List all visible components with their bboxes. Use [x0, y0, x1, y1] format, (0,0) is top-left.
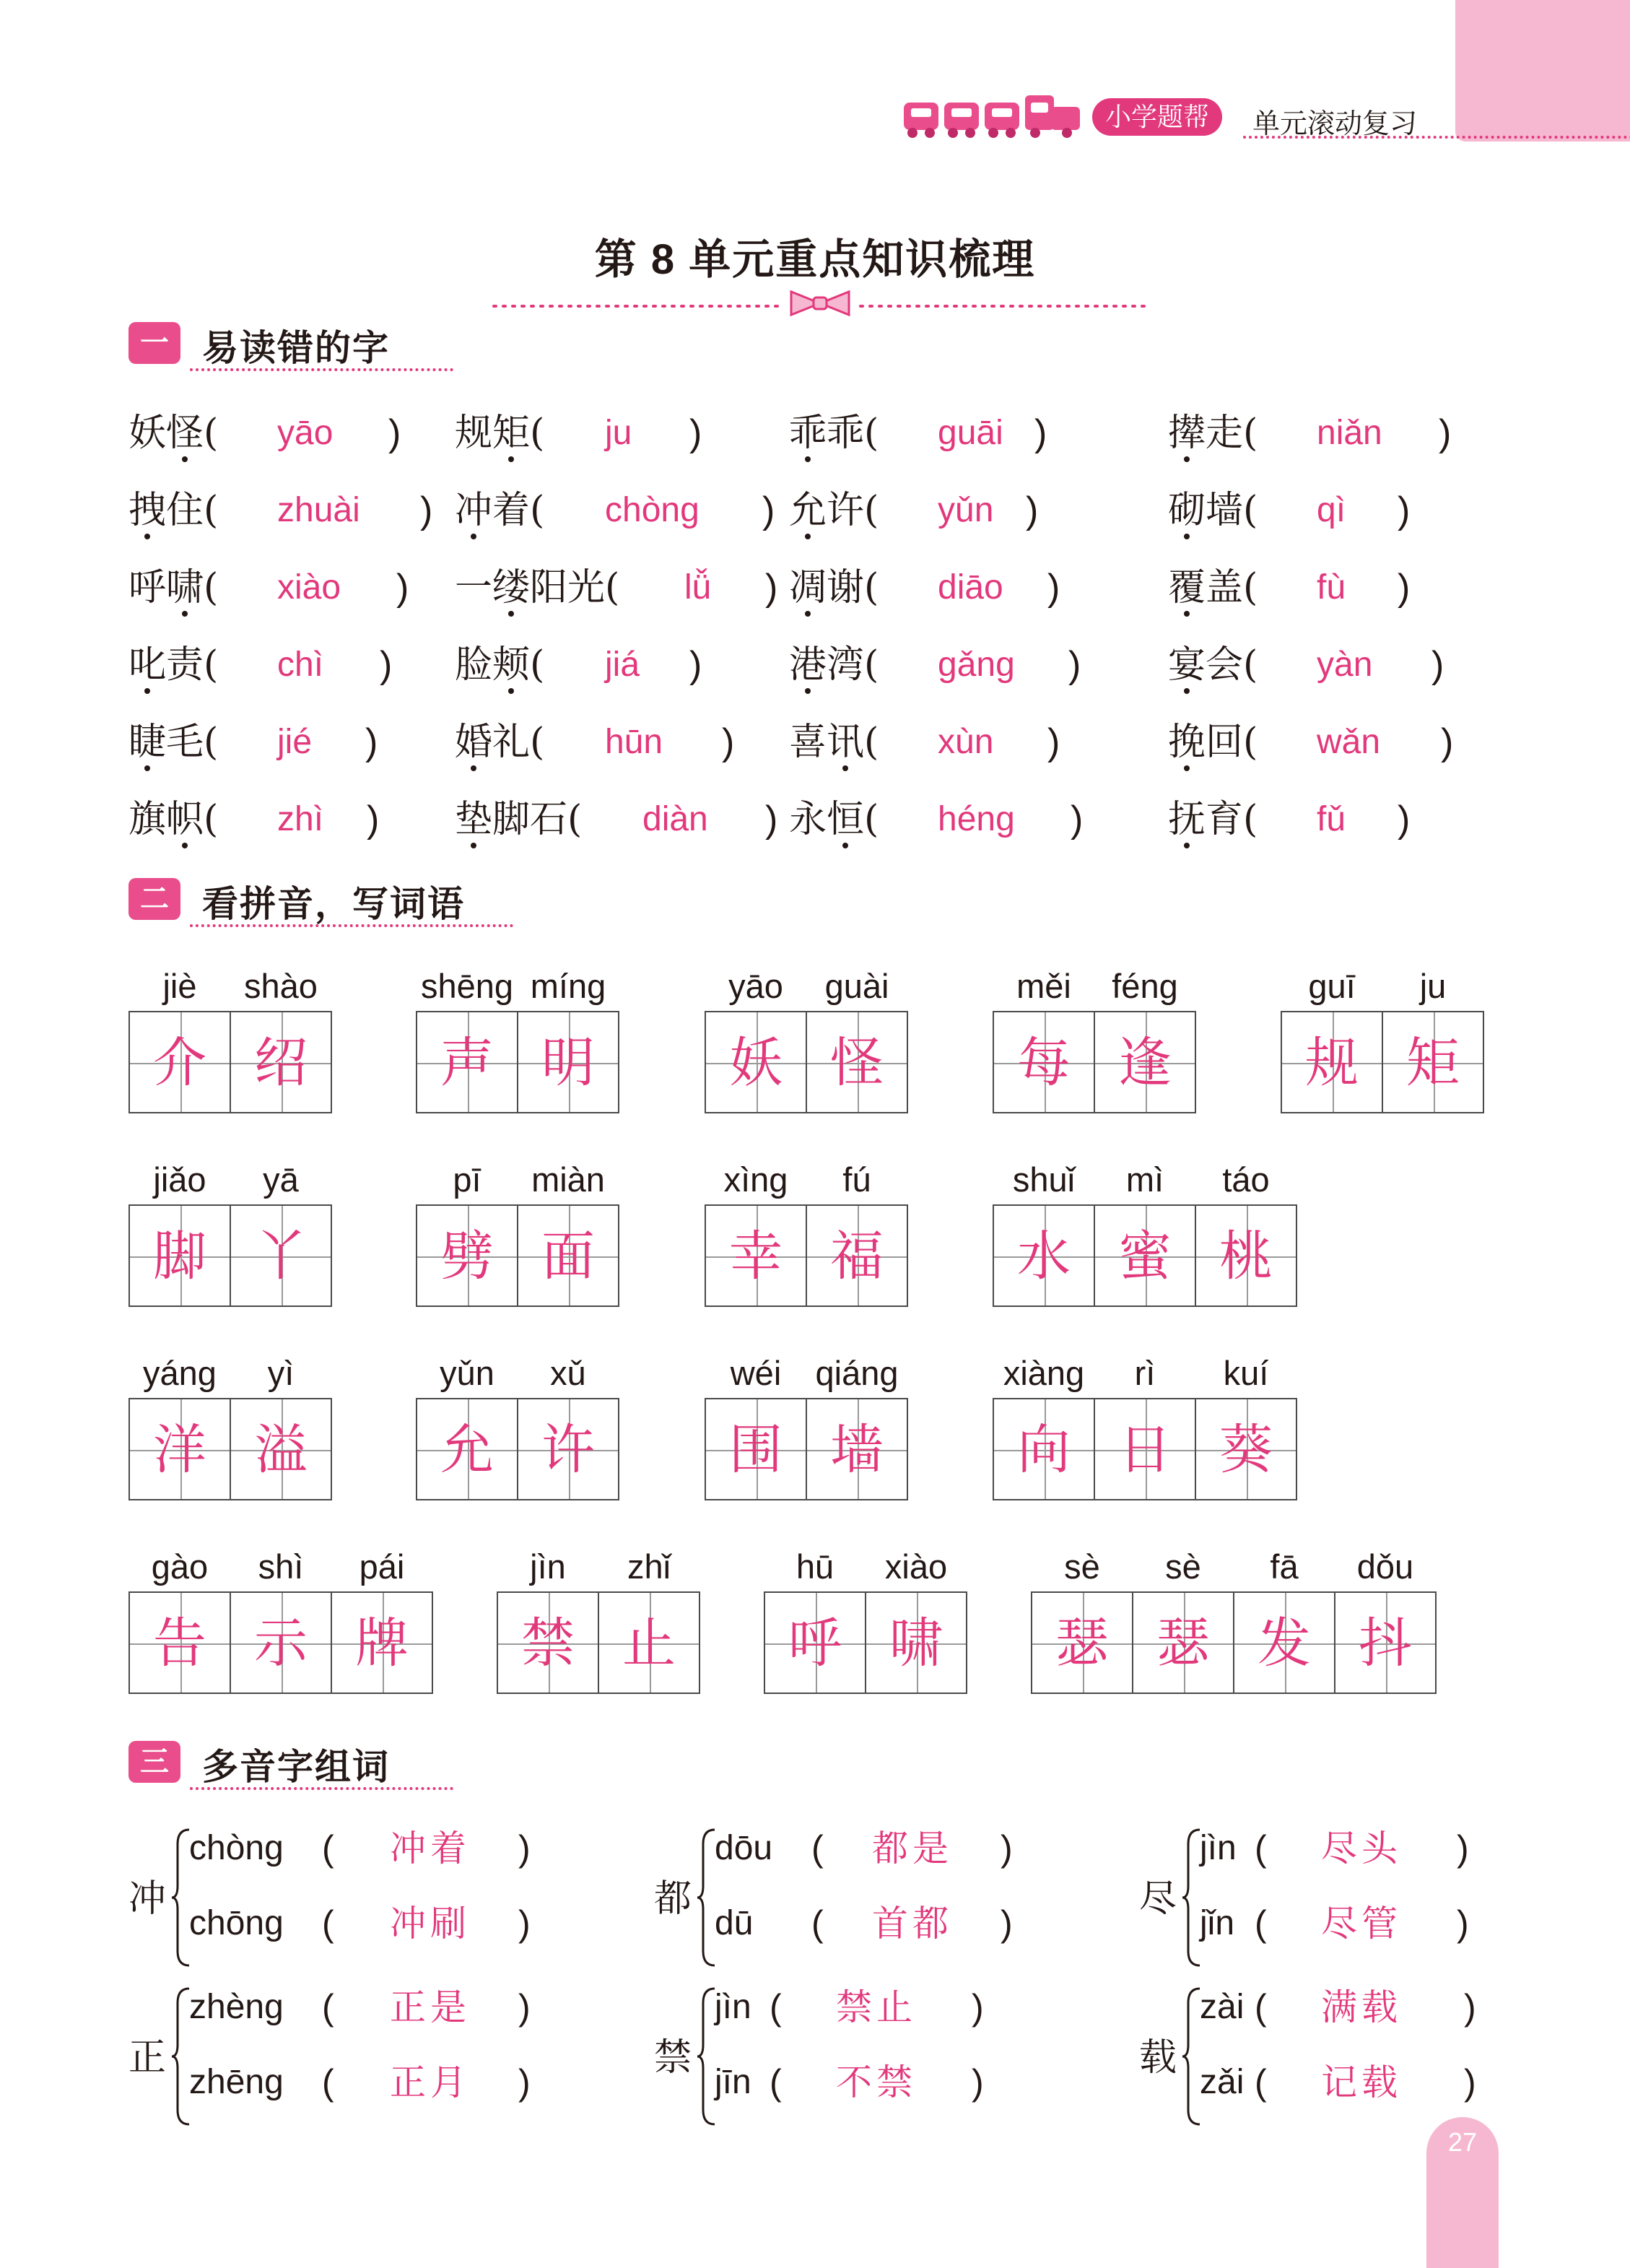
polyphone-line: jìn ( 尽头 ) [1200, 1820, 1575, 1877]
brand-badge: 小学题帮 [1092, 98, 1222, 136]
writing-cell [128, 1011, 231, 1113]
writing-cell [128, 1204, 231, 1307]
emphasis-dot [805, 534, 811, 539]
answer-character: 明 [541, 1032, 595, 1094]
polyphone-char: 载 [1139, 2036, 1177, 2080]
answer-character: 禁 [521, 1612, 575, 1674]
answer-character: 瑟 [1055, 1612, 1109, 1674]
misread-pinyin: diāo [938, 568, 1003, 607]
writing-cell [1031, 1591, 1133, 1694]
writing-cell [705, 1204, 807, 1307]
misread-word: 叱责( [128, 643, 219, 687]
writing-cell [128, 1398, 231, 1500]
polyphone-word: 不禁 [836, 2061, 917, 2103]
polyphone-item [654, 1820, 1102, 1978]
polyphone-word: 正是 [390, 1986, 471, 2028]
writing-cell [517, 1204, 619, 1307]
writing-cell [993, 1204, 1095, 1307]
bow-icon [791, 292, 849, 315]
answer-character: 蜜 [1118, 1225, 1172, 1287]
writing-cell [497, 1591, 599, 1694]
answer-character: 洋 [153, 1419, 206, 1481]
emphasis-dot [182, 843, 188, 848]
pronunciation: jīn [715, 2063, 751, 2101]
answer-character: 面 [541, 1225, 595, 1287]
answer-character: 日 [1118, 1419, 1172, 1481]
syllable-pinyin: shuǐ [1012, 1160, 1076, 1199]
syllable-pinyin: wéi [730, 1354, 782, 1392]
section-1-title: 易读错的字 [202, 328, 390, 368]
answer-character: 脚 [153, 1225, 206, 1287]
misread-pinyin: zhì [277, 800, 324, 838]
misread-word: 妖怪( [128, 412, 219, 455]
pronunciation: dōu [715, 1829, 773, 1867]
syllable-pinyin: jiè [162, 967, 197, 1005]
emphasis-dot [805, 688, 811, 694]
syllable-pinyin: yāo [728, 967, 783, 1005]
misread-pinyin: wǎn [1317, 723, 1381, 761]
answer-character: 墙 [830, 1419, 884, 1481]
misread-word: 呼啸( [128, 566, 219, 609]
writing-cell [705, 1398, 807, 1500]
answer-character: 告 [153, 1612, 206, 1674]
syllable-pinyin: xiào [884, 1547, 948, 1586]
misread-pinyin: xùn [938, 723, 994, 761]
emphasis-dot [842, 843, 848, 848]
title-divider [491, 289, 1149, 318]
misread-pinyin: jié [277, 723, 313, 761]
pronunciation: zhèng [189, 1988, 284, 2026]
writing-cell [764, 1591, 866, 1694]
misread-word: 撵走( [1168, 412, 1258, 455]
header-divider [1243, 136, 1630, 139]
pronunciation: jìn [1200, 1829, 1237, 1867]
syllable-pinyin: měi [1016, 967, 1071, 1005]
polyphone-item [1139, 1820, 1587, 1978]
pronunciation: jǐn [1200, 1904, 1235, 1942]
answer-character: 允 [440, 1419, 494, 1481]
writing-cell [1233, 1591, 1335, 1694]
polyphone-line: zhèng ( 正是 ) [189, 1978, 565, 2036]
syllable-pinyin: ju [1419, 967, 1447, 1005]
emphasis-dot [1184, 456, 1190, 462]
polyphone-line: chōng ( 冲刷 ) [189, 1895, 565, 1952]
answer-character: 绍 [254, 1032, 308, 1094]
syllable-pinyin: fā [1270, 1547, 1299, 1586]
misread-pinyin: yāo [277, 414, 334, 452]
syllable-pinyin: shēng [420, 967, 514, 1005]
syllable-pinyin: guài [824, 967, 889, 1005]
answer-character: 示 [254, 1612, 308, 1674]
misread-pinyin: qì [1317, 491, 1346, 529]
misread-word: 抚育( [1168, 798, 1258, 841]
syllable-pinyin: pī [453, 1160, 481, 1199]
polyphone-word: 禁止 [836, 1986, 917, 2028]
polyphone-item [128, 1978, 576, 2137]
syllable-pinyin: hū [796, 1547, 834, 1586]
syllable-pinyin: jiǎo [153, 1160, 206, 1199]
misread-word: 永恒( [789, 798, 879, 841]
answer-character: 止 [622, 1612, 676, 1674]
polyphone-char: 尽 [1139, 1877, 1177, 1921]
misread-word: 睫毛( [128, 721, 219, 764]
misread-word: 旗帜( [128, 798, 219, 841]
syllable-pinyin: gào [151, 1547, 209, 1586]
polyphone-char: 正 [128, 2036, 167, 2080]
writing-cell [230, 1204, 332, 1307]
polyphone-item [128, 1820, 576, 1978]
writing-cell [517, 1398, 619, 1500]
answer-character: 溢 [254, 1419, 308, 1481]
emphasis-dot [508, 688, 514, 694]
page-title: 第 8 单元重点知识梳理 [594, 236, 1036, 283]
syllable-pinyin: sè [1165, 1547, 1201, 1586]
answer-character: 围 [729, 1419, 783, 1481]
writing-cell [517, 1011, 619, 1113]
emphasis-dot [1184, 688, 1190, 694]
writing-cell [1094, 1204, 1196, 1307]
misread-pinyin: fǔ [1317, 800, 1346, 838]
emphasis-dot [508, 611, 514, 617]
polyphone-line: zǎi ( 记载 ) [1200, 2054, 1575, 2111]
polyphone-word: 冲刷 [390, 1903, 471, 1945]
section-3-title: 多音字组词 [202, 1747, 390, 1787]
polyphone-word: 记载 [1321, 2061, 1402, 2103]
polyphone-word: 尽头 [1321, 1828, 1402, 1869]
writing-cell [1281, 1011, 1383, 1113]
answer-character: 向 [1017, 1419, 1071, 1481]
answer-character: 福 [830, 1225, 884, 1287]
polyphone-char: 都 [654, 1877, 692, 1921]
misread-pinyin: ju [605, 414, 632, 452]
polyphone-word: 冲着 [390, 1828, 471, 1869]
misread-pinyin: niǎn [1317, 414, 1382, 452]
syllable-pinyin: zhǐ [627, 1547, 671, 1586]
syllable-pinyin: jìn [530, 1547, 566, 1586]
misread-word: 挽回( [1168, 721, 1258, 764]
polyphone-item [1139, 1978, 1587, 2137]
pronunciation: chòng [189, 1829, 284, 1867]
writing-cell [806, 1398, 908, 1500]
misread-pinyin: hūn [605, 723, 663, 761]
misread-word: 港湾( [789, 643, 879, 687]
writing-cell [993, 1398, 1095, 1500]
writing-cell [230, 1011, 332, 1113]
answer-character: 妖 [729, 1032, 783, 1094]
writing-cell [416, 1398, 518, 1500]
syllable-pinyin: yì [267, 1354, 295, 1392]
emphasis-dot [144, 534, 150, 539]
emphasis-dot [471, 843, 476, 848]
misread-pinyin: lǚ [684, 568, 712, 607]
misread-word: 覆盖( [1168, 566, 1258, 609]
writing-cell [993, 1011, 1095, 1113]
misread-pinyin: yàn [1317, 646, 1373, 684]
misread-pinyin: gǎng [938, 646, 1015, 684]
misread-word: 拽住( [128, 489, 219, 532]
polyphone-line: zhēng ( 正月 ) [189, 2054, 565, 2111]
misread-word: 一缕阳光( [455, 566, 620, 609]
corner-tab [1455, 0, 1630, 142]
polyphone-line: chòng ( 冲着 ) [189, 1820, 565, 1877]
writing-cell [128, 1591, 231, 1694]
section-2-title: 看拼音，写词语 [202, 884, 465, 924]
polyphone-line: jǐn ( 尽管 ) [1200, 1895, 1575, 1952]
misread-word: 冲着( [455, 489, 545, 532]
answer-character: 介 [153, 1032, 206, 1094]
syllable-pinyin: shì [258, 1547, 304, 1586]
emphasis-dot [1184, 611, 1190, 617]
syllable-pinyin: xìng [723, 1160, 788, 1199]
emphasis-dot [842, 765, 848, 771]
answer-character: 规 [1305, 1032, 1359, 1094]
misread-pinyin: chì [277, 646, 324, 684]
answer-character: 矩 [1406, 1032, 1460, 1094]
emphasis-dot [805, 611, 811, 617]
answer-character: 每 [1017, 1032, 1071, 1094]
writing-cell [1195, 1204, 1297, 1307]
pronunciation: zài [1200, 1988, 1245, 2026]
writing-cell [705, 1011, 807, 1113]
syllable-pinyin: mì [1125, 1160, 1164, 1199]
emphasis-dot [1184, 534, 1190, 539]
syllable-pinyin: míng [530, 967, 606, 1005]
emphasis-dot [1184, 765, 1190, 771]
polyphone-line: jīn ( 不禁 ) [715, 2054, 1090, 2111]
misread-word: 喜讯( [789, 721, 879, 764]
syllable-pinyin: qiáng [815, 1354, 899, 1392]
misread-pinyin: xiào [277, 568, 341, 607]
answer-character: 瑟 [1156, 1612, 1210, 1674]
syllable-pinyin: yā [263, 1160, 299, 1199]
syllable-pinyin: xiàng [1003, 1354, 1085, 1392]
syllable-pinyin: pái [359, 1547, 405, 1586]
emphasis-dot [508, 456, 514, 462]
misread-pinyin: fù [1317, 568, 1346, 607]
writing-cell [416, 1204, 518, 1307]
answer-character: 抖 [1359, 1612, 1412, 1674]
polyphone-word: 正月 [390, 2061, 471, 2103]
writing-cell [1094, 1011, 1196, 1113]
misread-pinyin: guāi [938, 414, 1003, 452]
writing-cell [598, 1591, 700, 1694]
syllable-pinyin: shào [244, 967, 318, 1005]
polyphone-word: 尽管 [1321, 1903, 1402, 1945]
syllable-pinyin: rì [1134, 1354, 1156, 1392]
polyphone-word: 都是 [872, 1828, 953, 1869]
misread-word: 允许( [789, 489, 879, 532]
answer-character: 啸 [889, 1612, 943, 1674]
misread-word: 乖乖( [789, 412, 879, 455]
section-1-badge: 一 [128, 322, 180, 364]
writing-cell [1195, 1398, 1297, 1500]
answer-character: 丫 [254, 1225, 308, 1287]
pronunciation: chōng [189, 1904, 284, 1942]
page-number: 27 [1447, 2127, 1478, 2157]
emphasis-dot [182, 456, 188, 462]
polyphone-char: 冲 [128, 1877, 167, 1921]
answer-character: 幸 [729, 1225, 783, 1287]
syllable-pinyin: yáng [143, 1354, 217, 1392]
emphasis-dot [144, 688, 150, 694]
answer-character: 发 [1258, 1612, 1311, 1674]
writing-cell [1132, 1591, 1234, 1694]
syllable-pinyin: miàn [531, 1160, 605, 1199]
answer-character: 呼 [788, 1612, 842, 1674]
pronunciation: zhēng [189, 2063, 284, 2101]
section-2-badge: 二 [128, 878, 180, 920]
answer-character: 逢 [1118, 1032, 1172, 1094]
polyphone-line: zài ( 满载 ) [1200, 1978, 1575, 2036]
writing-cell [331, 1591, 433, 1694]
syllable-pinyin: kuí [1223, 1354, 1269, 1392]
syllable-pinyin: guī [1308, 967, 1356, 1005]
answer-character: 桃 [1219, 1225, 1273, 1287]
writing-cell [1094, 1398, 1196, 1500]
misread-pinyin: héng [938, 800, 1015, 838]
emphasis-dot [805, 456, 811, 462]
writing-cell [1334, 1591, 1437, 1694]
emphasis-dot [471, 765, 476, 771]
answer-character: 葵 [1219, 1419, 1273, 1481]
polyphone-word: 首都 [872, 1903, 953, 1945]
answer-character: 声 [440, 1032, 494, 1094]
pronunciation: jìn [715, 1988, 751, 2026]
misread-pinyin: yǔn [938, 491, 994, 529]
writing-cell [806, 1011, 908, 1113]
syllable-pinyin: féng [1112, 967, 1178, 1005]
misread-word: 凋谢( [789, 566, 879, 609]
emphasis-dot [144, 765, 150, 771]
syllable-pinyin: xǔ [550, 1354, 586, 1392]
writing-cell [230, 1591, 332, 1694]
answer-character: 怪 [830, 1032, 884, 1094]
misread-word: 规矩( [455, 412, 545, 455]
syllable-pinyin: sè [1064, 1547, 1100, 1586]
syllable-pinyin: yǔn [440, 1354, 494, 1392]
train-icon [902, 94, 1083, 142]
polyphone-line: jìn ( 禁止 ) [715, 1978, 1090, 2036]
polyphone-item [654, 1978, 1102, 2137]
misread-word: 脸颊( [455, 643, 545, 687]
writing-cell [806, 1204, 908, 1307]
answer-character: 牌 [355, 1612, 409, 1674]
misread-word: 宴会( [1168, 643, 1258, 687]
header-title: 单元滚动复习 [1252, 109, 1418, 139]
answer-character: 许 [541, 1419, 595, 1481]
misread-word: 婚礼( [455, 721, 545, 764]
polyphone-line: dū ( 首都 ) [715, 1895, 1090, 1952]
emphasis-dot [182, 611, 188, 617]
misread-pinyin: jiá [605, 646, 640, 684]
section-3-badge: 三 [128, 1741, 180, 1783]
polyphone-char: 禁 [654, 2036, 692, 2080]
polyphone-word: 满载 [1321, 1986, 1402, 2028]
syllable-pinyin: dǒu [1356, 1547, 1414, 1586]
misread-word: 垫脚石( [455, 798, 583, 841]
misread-pinyin: chòng [605, 491, 699, 529]
writing-cell [230, 1398, 332, 1500]
writing-cell [1382, 1011, 1484, 1113]
syllable-pinyin: táo [1222, 1160, 1270, 1199]
writing-cell [416, 1011, 518, 1113]
emphasis-dot [1184, 843, 1190, 848]
polyphone-line: dōu ( 都是 ) [715, 1820, 1090, 1877]
syllable-pinyin: fú [842, 1160, 871, 1199]
pronunciation: zǎi [1200, 2063, 1245, 2101]
misread-pinyin: zhuài [277, 491, 360, 529]
writing-cell [865, 1591, 967, 1694]
pronunciation: dū [715, 1904, 754, 1942]
answer-character: 劈 [440, 1225, 494, 1287]
misread-pinyin: diàn [642, 800, 708, 838]
emphasis-dot [471, 534, 476, 539]
answer-character: 水 [1017, 1225, 1071, 1287]
misread-word: 砌墙( [1168, 489, 1258, 532]
